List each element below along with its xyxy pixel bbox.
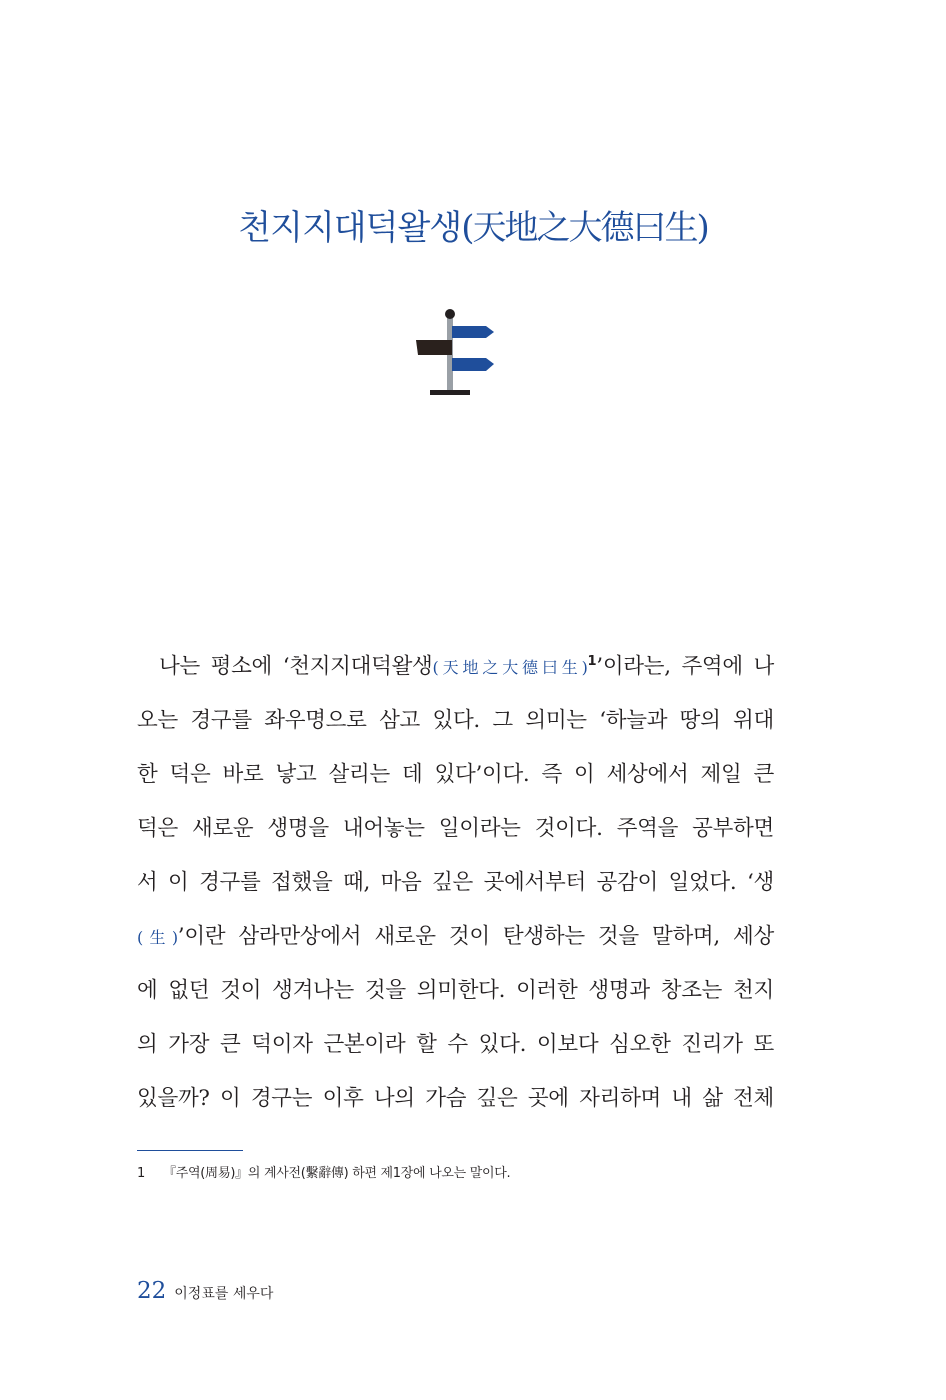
- body-line-2: 오는 경구를 좌우명으로 삼고 있다. 그 의미는 ‘하늘과 땅의 위대: [137, 708, 774, 733]
- body-line-4: 덕은 새로운 생명을 내어놓는 일이라는 것이다. 주역을 공부하면: [137, 816, 774, 841]
- signpost-top-knob: [445, 309, 455, 319]
- chapter-title: [0, 200, 946, 249]
- body-line-3: 한 덕은 바로 낳고 살리는 데 있다’이다. 즉 이 세상에서 제일 큰: [137, 762, 774, 787]
- inline-hanja-saeng: (生): [137, 928, 178, 947]
- body-line-7: 에 없던 것이 생겨나는 것을 의미한다. 이러한 생명과 창조는 천지: [137, 978, 774, 1003]
- body-line-6-text: ’이란 삼라만상에서 새로운 것이 탄생하는 것을 말하며, 세상: [177, 924, 774, 949]
- body-line-5: 서 이 경구를 접했을 때, 마음 깊은 곳에서부터 공감이 일었다. ‘생: [137, 870, 774, 895]
- signpost-base: [430, 390, 470, 395]
- body-line-1-text: 나는 평소에 ‘천지지대덕왈생: [159, 654, 433, 679]
- body-line-1: [137, 640, 774, 694]
- footnote: [137, 1162, 777, 1181]
- chapter-title-korean: 천지지대덕왈생: [238, 208, 462, 248]
- footnote-divider: [137, 1150, 243, 1151]
- footnote-reference[interactable]: 1: [587, 653, 597, 669]
- body-line-1-text-end: ’이라는, 주역에 나: [596, 654, 775, 679]
- page-number: 22: [137, 1278, 167, 1304]
- inline-hanja-phrase: (天地之大德曰生): [432, 658, 588, 677]
- body-line-6: [137, 910, 774, 964]
- body-paragraph: [137, 640, 774, 1126]
- chapter-title-hanja: (天地之大德曰生): [461, 208, 708, 248]
- page-footer: [137, 1278, 273, 1304]
- footnote-number: 1: [137, 1166, 145, 1181]
- signpost-icon: [410, 305, 500, 397]
- footnote-text: 『주역(周易)』의 계사전(繫辭傳) 하편 제1장에 나오는 말이다.: [163, 1166, 511, 1181]
- body-line-9: 있을까? 이 경구는 이후 나의 가슴 깊은 곳에 자리하며 내 삶 전체: [137, 1086, 774, 1111]
- signpost-arrow-right-bottom: [452, 358, 494, 371]
- signpost-arrow-right-top: [452, 326, 494, 338]
- body-line-8: 의 가장 큰 덕이자 근본이라 할 수 있다. 이보다 심오한 진리가 또: [137, 1032, 774, 1057]
- signpost-arrow-left: [416, 340, 452, 355]
- running-title: 이정표를 세우다: [174, 1286, 274, 1302]
